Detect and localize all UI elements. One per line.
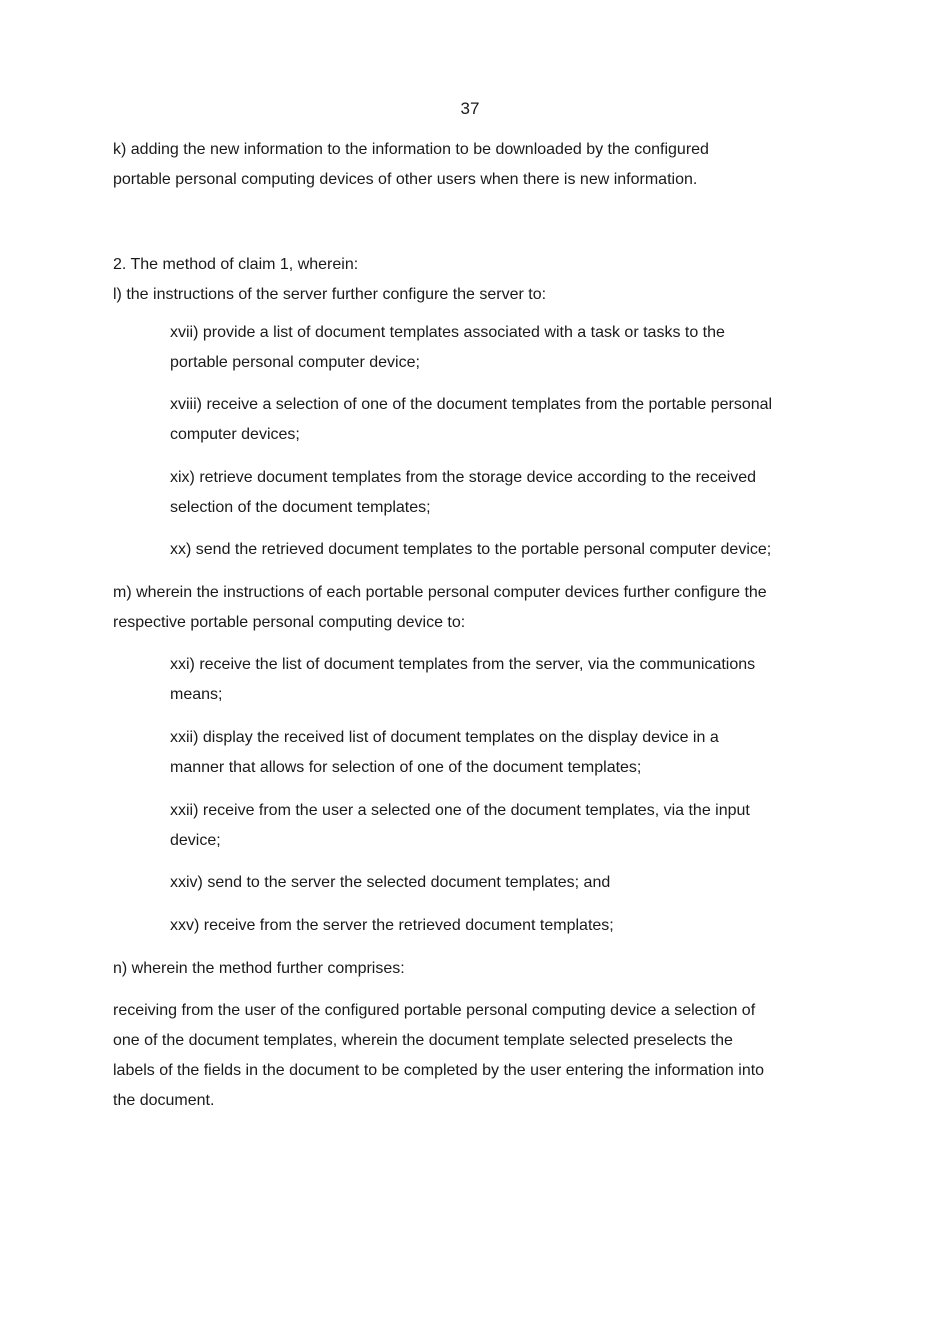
text-line: selection of the document templates; [170,499,431,516]
item-xxiii [170,796,836,856]
text-line: means; [170,686,223,703]
text-line: xix) retrieve document templates from the storage device according to the received [170,469,757,486]
text-line: xxiv) send to the server the selected document templates; and [170,874,611,891]
paragraph-m [113,578,833,638]
text-line: xxv) receive from the server the retrieved document templates; [170,917,614,934]
text-line: computer devices; [170,426,300,443]
paragraph-receiving [113,996,833,1116]
text-line: device; [170,832,221,849]
text-line: xviii) receive a selection of one of the document templates from the portable personal [170,396,773,413]
text-line: manner that allows for selection of one of the document templates; [170,759,642,776]
text-line: xx) send the retrieved document templates to the portable personal computer device; [170,541,772,558]
item-xxi [170,650,836,710]
item-xvii [170,318,836,378]
text-line: m) wherein the instructions of each portable personal computer devices further configure the [113,584,767,601]
item-xxii [170,723,836,783]
text-line: xxii) receive from the user a selected one of the document templates, via the input [170,802,750,819]
page-number: 37 [460,99,480,118]
text-line: l) the instructions of the server further configure the server to: [113,286,547,303]
item-xviii [170,390,836,450]
item-xxv [170,911,836,941]
text-line: xxii) display the received list of document templates on the display device in a [170,729,719,746]
text-line: the document. [113,1092,215,1109]
text-line: xvii) provide a list of document templates associated with a task or tasks to the [170,324,725,341]
claim-2-heading [113,250,833,280]
text-line: xxi) receive the list of document templates from the server, via the communications [170,656,756,673]
text-line: portable personal computing devices of other users when there is new information. [113,171,698,188]
item-xxiv [170,868,836,898]
text-line: k) adding the new information to the information to be downloaded by the configured [113,141,709,158]
text-line: respective portable personal computing device to: [113,614,466,631]
item-xix [170,463,836,523]
text-line: 2. The method of claim 1, wherein: [113,256,359,273]
item-xx [170,535,836,565]
text-line: n) wherein the method further comprises: [113,960,405,977]
text-line: portable personal computer device; [170,354,420,371]
text-line: labels of the fields in the document to be completed by the user entering the information into [113,1062,765,1079]
paragraph-n [113,954,833,984]
text-line: one of the document templates, wherein the document template selected preselects the [113,1032,733,1049]
text-line: receiving from the user of the configured portable personal computing device a selection of [113,1002,756,1019]
paragraph-l [113,280,833,310]
paragraph-k [113,135,833,195]
